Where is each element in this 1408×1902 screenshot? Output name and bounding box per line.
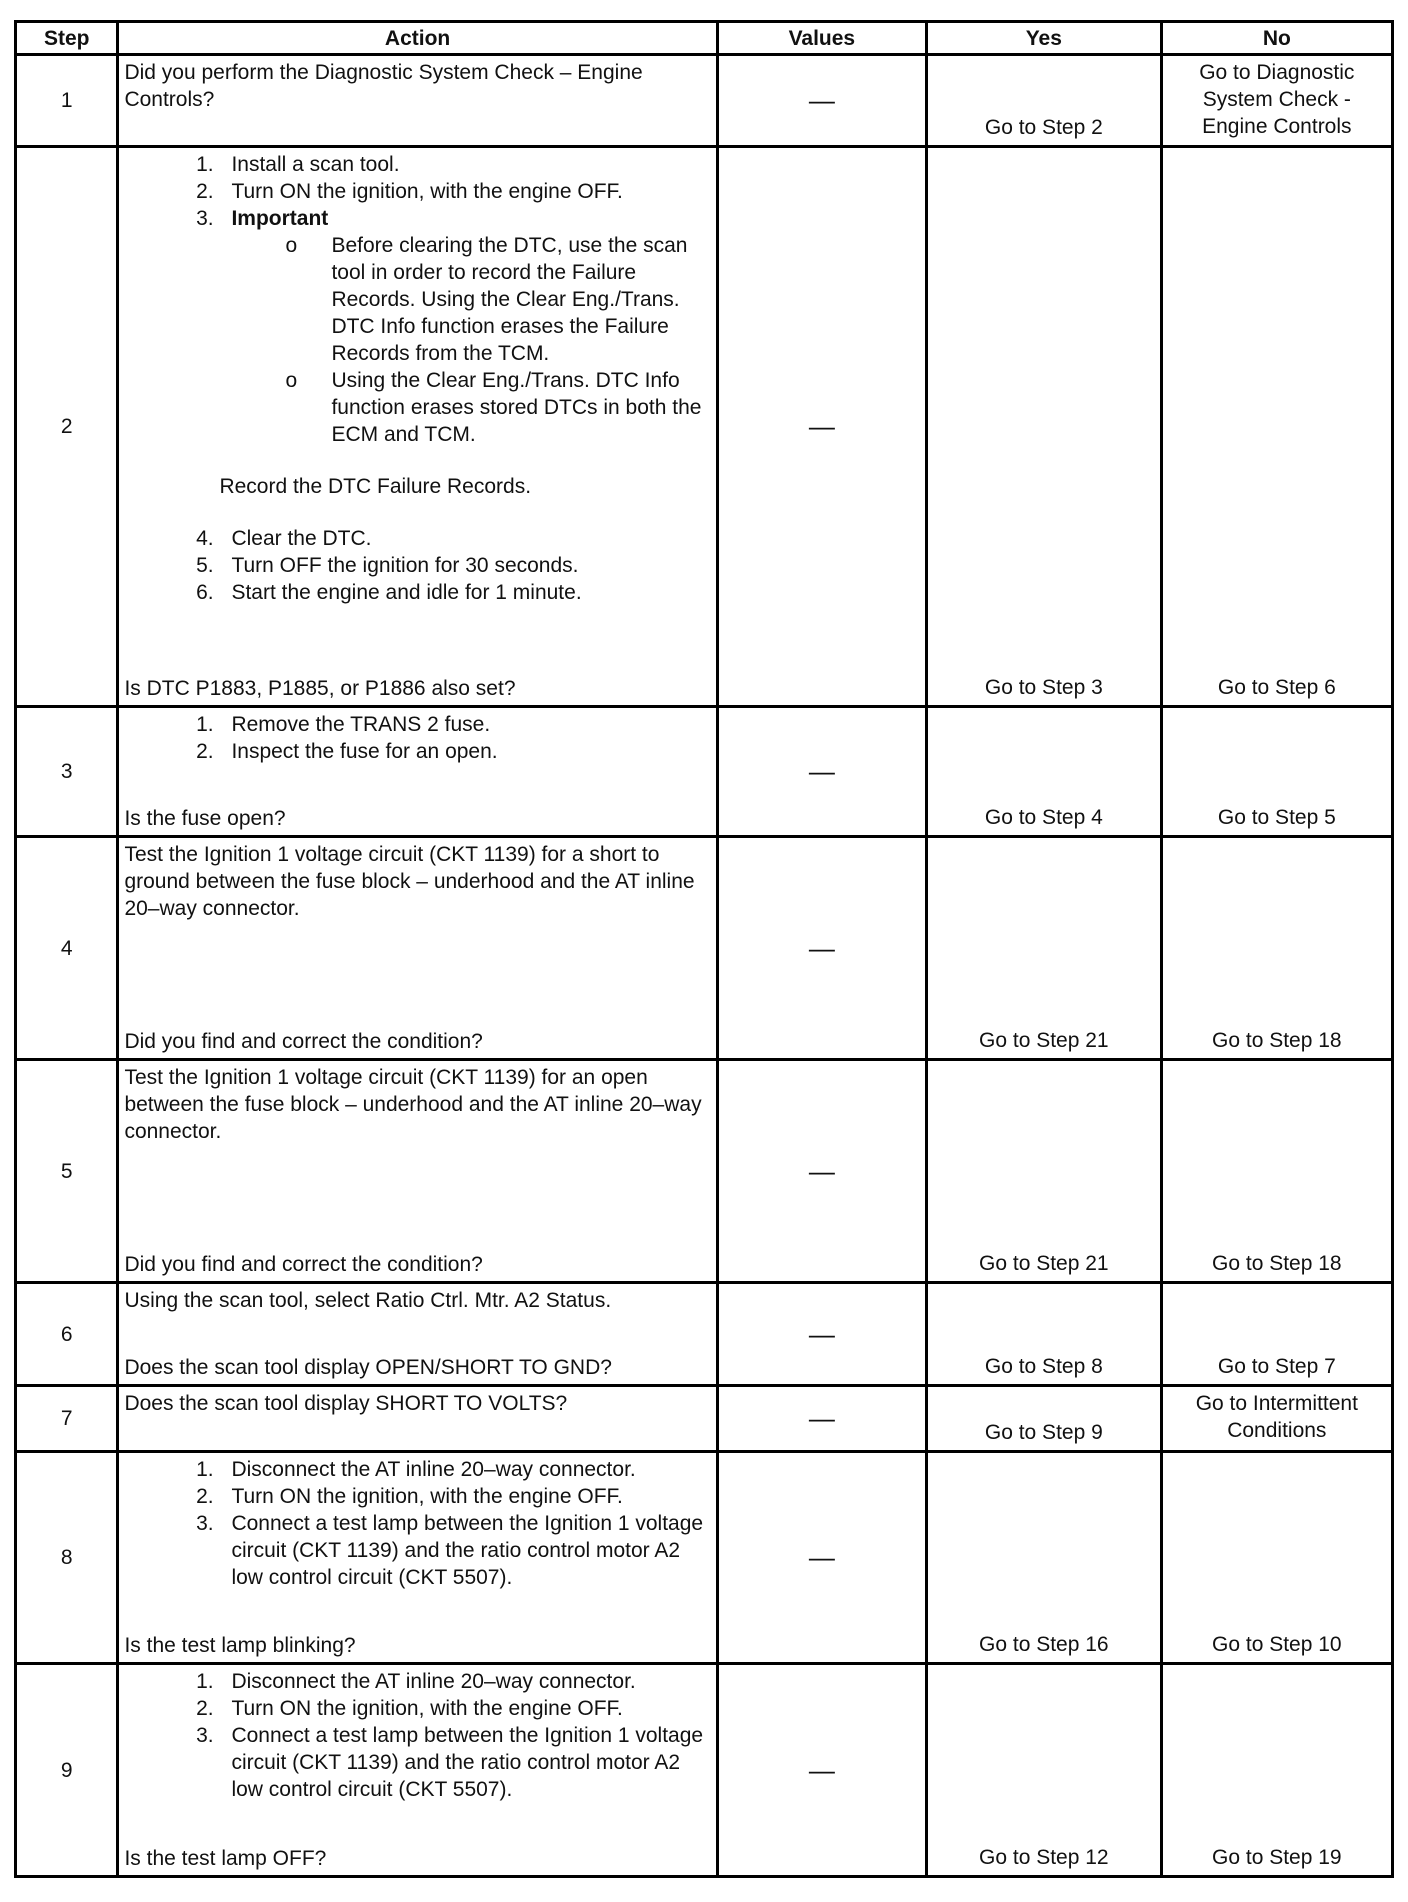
yes-link[interactable]: Go to Step 21: [927, 837, 1162, 1060]
step-number: 7: [16, 1386, 118, 1452]
no-link[interactable]: Go to Step 19: [1161, 1664, 1392, 1877]
values-cell: —: [717, 1386, 926, 1452]
table-row: [16, 707, 1393, 837]
step-number: 4: [16, 837, 118, 1060]
action-steps: [124, 151, 711, 448]
table-row: [16, 1452, 1393, 1664]
values-cell: —: [717, 1283, 926, 1386]
action-question: Did you find and correct the condition?: [124, 1253, 483, 1276]
action-step: 1. Disconnect the AT inline 20–way connector.: [219, 1668, 711, 1695]
action-cell: [118, 1664, 717, 1877]
action-cell: [118, 837, 717, 1060]
values-cell: —: [717, 55, 926, 147]
action-cell: [118, 1452, 717, 1664]
action-cell: [118, 147, 717, 707]
values-cell: —: [717, 1664, 926, 1877]
action-steps: [124, 1668, 711, 1803]
header-action: Action: [118, 22, 717, 55]
action-question: Did you find and correct the condition?: [124, 1030, 483, 1053]
action-cell: [118, 1060, 717, 1283]
yes-link[interactable]: Go to Step 8: [927, 1283, 1162, 1386]
table-row: [16, 1283, 1393, 1386]
action-cell: [118, 55, 717, 147]
action-question: Does the scan tool display OPEN/SHORT TO GND?: [124, 1356, 612, 1379]
action-question: Does the scan tool display SHORT TO VOLTS?: [124, 1392, 568, 1415]
action-text: Test the Ignition 1 voltage circuit (CKT 1139) for a short to ground between the fuse block – underhood and the AT inline 20–way connector.: [124, 843, 695, 920]
action-steps: [124, 525, 711, 606]
values-cell: —: [717, 147, 926, 707]
action-step: 2. Turn ON the ignition, with the engine OFF.: [219, 1695, 711, 1722]
action-step: [219, 205, 711, 448]
action-step: 2. Inspect the fuse for an open.: [219, 738, 711, 765]
header-row: [16, 22, 1393, 55]
yes-link[interactable]: Go to Step 16: [927, 1452, 1162, 1664]
action-question: Is the test lamp blinking?: [124, 1634, 356, 1657]
values-cell: —: [717, 707, 926, 837]
diagnostic-table: [14, 20, 1394, 1878]
table-row: [16, 147, 1393, 707]
no-link[interactable]: Go to Step 6: [1161, 147, 1392, 707]
action-question: Is the fuse open?: [124, 807, 286, 830]
table-row: [16, 1060, 1393, 1283]
action-steps: [124, 711, 711, 765]
yes-link[interactable]: Go to Step 9: [927, 1386, 1162, 1452]
action-cell: [118, 1386, 717, 1452]
values-cell: —: [717, 837, 926, 1060]
action-step: 1. Remove the TRANS 2 fuse.: [219, 711, 711, 738]
header-no: No: [1161, 22, 1392, 55]
table-row: [16, 1386, 1393, 1452]
action-step: 4. Clear the DTC.: [219, 525, 711, 552]
important-label: Important: [231, 207, 329, 230]
step-number: 1: [16, 55, 118, 147]
action-note: Record the DTC Failure Records.: [219, 475, 532, 498]
no-link[interactable]: Go to Step 10: [1161, 1452, 1392, 1664]
step-number: 2: [16, 147, 118, 707]
step-number: 6: [16, 1283, 118, 1386]
action-step: 5. Turn OFF the ignition for 30 seconds.: [219, 552, 711, 579]
header-yes: Yes: [927, 22, 1162, 55]
no-link[interactable]: Go to Intermittent Conditions: [1161, 1386, 1392, 1452]
yes-link[interactable]: Go to Step 2: [927, 55, 1162, 147]
action-step: 1. Disconnect the AT inline 20–way connector.: [219, 1456, 711, 1483]
table-row: [16, 837, 1393, 1060]
action-step: 6. Start the engine and idle for 1 minute.: [219, 579, 711, 606]
step-number: 5: [16, 1060, 118, 1283]
action-text: Using the scan tool, select Ratio Ctrl. Mtr. A2 Status.: [124, 1289, 612, 1312]
table-row: [16, 1664, 1393, 1877]
header-step: Step: [16, 22, 118, 55]
action-step: 1. Install a scan tool.: [219, 151, 711, 178]
important-item: o Using the Clear Eng./Trans. DTC Info function erases stored DTCs in both the ECM and TCM.: [331, 367, 711, 448]
action-question: Is DTC P1883, P1885, or P1886 also set?: [124, 677, 516, 700]
important-list: [231, 232, 711, 448]
step-number: 8: [16, 1452, 118, 1664]
action-cell: [118, 1283, 717, 1386]
yes-link[interactable]: Go to Step 3: [927, 147, 1162, 707]
action-question: Did you perform the Diagnostic System Check – Engine Controls?: [124, 61, 643, 111]
action-question: Is the test lamp OFF?: [124, 1847, 327, 1870]
important-item: o Before clearing the DTC, use the scan tool in order to record the Failure Records. Using the Clear Eng./Trans. DTC Info function erases the Failure Records from the TCM.: [331, 232, 711, 367]
step-number: 9: [16, 1664, 118, 1877]
no-link[interactable]: Go to Diagnostic System Check - Engine Controls: [1161, 55, 1392, 147]
action-text: Test the Ignition 1 voltage circuit (CKT 1139) for an open between the fuse block – underhood and the AT inline 20–way connector.: [124, 1066, 702, 1143]
action-step: 2. Turn ON the ignition, with the engine OFF.: [219, 1483, 711, 1510]
yes-link[interactable]: Go to Step 4: [927, 707, 1162, 837]
table-row: [16, 55, 1393, 147]
action-steps: [124, 1456, 711, 1591]
values-cell: —: [717, 1452, 926, 1664]
yes-link[interactable]: Go to Step 21: [927, 1060, 1162, 1283]
action-cell: [118, 707, 717, 837]
values-cell: —: [717, 1060, 926, 1283]
no-link[interactable]: Go to Step 7: [1161, 1283, 1392, 1386]
step-number: 3: [16, 707, 118, 837]
yes-link[interactable]: Go to Step 12: [927, 1664, 1162, 1877]
no-link[interactable]: Go to Step 18: [1161, 1060, 1392, 1283]
header-values: Values: [717, 22, 926, 55]
action-step: 2. Turn ON the ignition, with the engine OFF.: [219, 178, 711, 205]
action-step: 3. Connect a test lamp between the Ignition 1 voltage circuit (CKT 1139) and the ratio control motor A2 low control circuit (CKT 5507).: [219, 1722, 711, 1803]
action-step: 3. Connect a test lamp between the Ignition 1 voltage circuit (CKT 1139) and the ratio control motor A2 low control circuit (CKT 5507).: [219, 1510, 711, 1591]
no-link[interactable]: Go to Step 18: [1161, 837, 1392, 1060]
no-link[interactable]: Go to Step 5: [1161, 707, 1392, 837]
